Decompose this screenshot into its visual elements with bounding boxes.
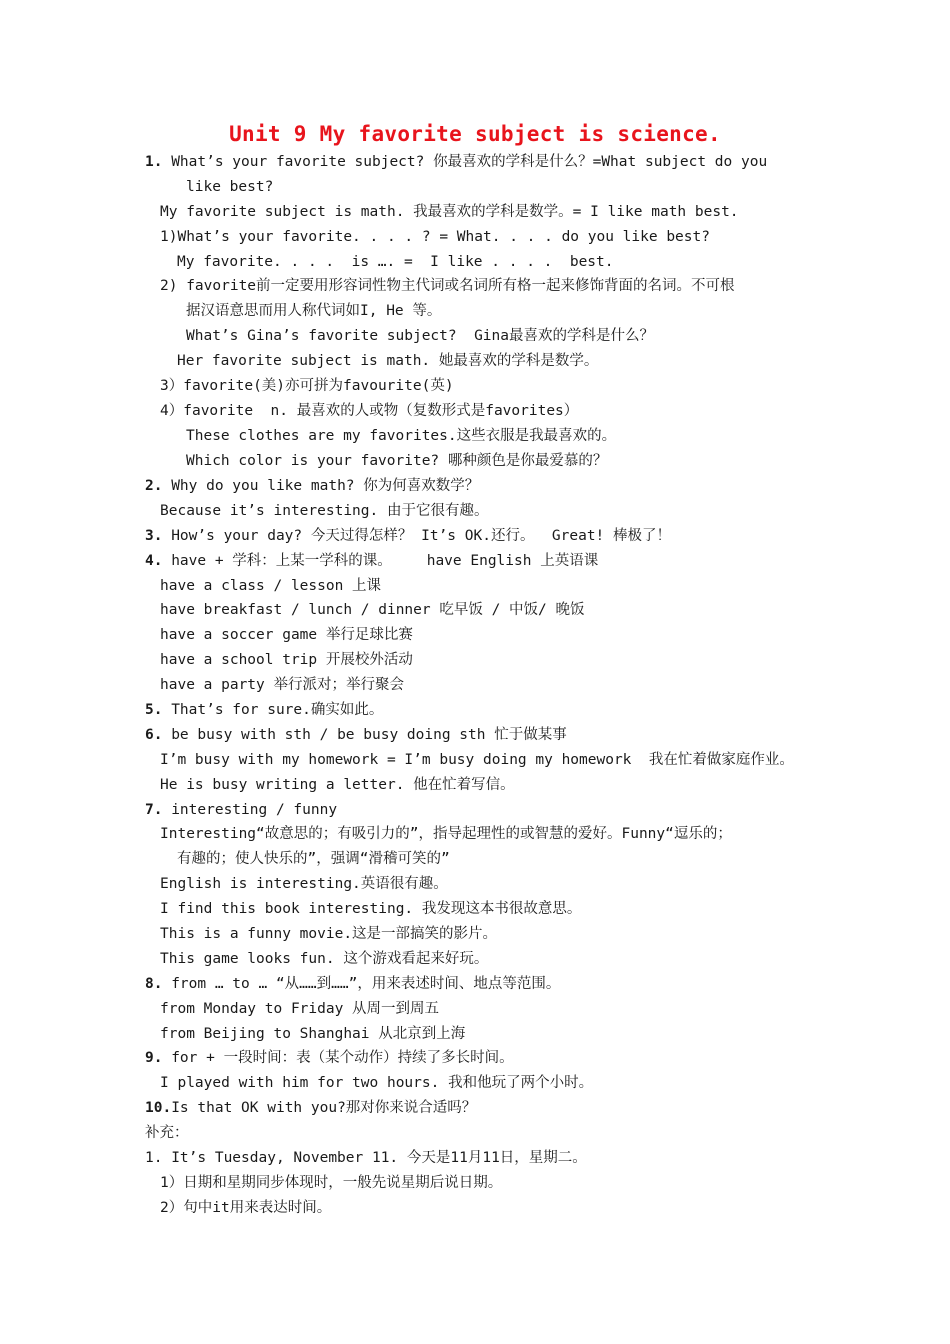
note-line: These clothes are my favorites.这些衣服是我最喜欢的。: [186, 428, 617, 444]
note-line: This is a funny movie.这是一部搞笑的影片。: [160, 926, 498, 942]
note-line: 7. interesting / funny: [145, 802, 338, 818]
note-line: 4. have + 学科：上某一学科的课。 have English 上英语课: [145, 553, 599, 569]
note-line: 8. from … to … “从……到……”，用来表述时间、地点等范围。: [145, 976, 561, 992]
note-line: 1. It’s Tuesday, November 11. 今天是11月11日，星期二。: [145, 1150, 587, 1166]
item-number: 1.: [145, 154, 163, 170]
note-line: 3）favorite(美)亦可拼为favourite(英): [160, 378, 454, 394]
item-number: 4.: [145, 553, 163, 569]
note-line: 6. be busy with sth / be busy doing sth 忙于做某事: [145, 727, 567, 743]
note-line: My favorite subject is math. 我最喜欢的学科是数学。= I like math best.: [160, 204, 739, 220]
item-number: 8.: [145, 976, 163, 992]
note-line: English is interesting.英语很有趣。: [160, 876, 448, 892]
note-line: 2. Why do you like math? 你为何喜欢数学？: [145, 478, 480, 494]
note-line: I played with him for two hours. 我和他玩了两个小时。: [160, 1075, 594, 1091]
item-number: 6.: [145, 727, 163, 743]
item-number: 7.: [145, 802, 163, 818]
note-line: What’s Gina’s favorite subject? Gina最喜欢的学科是什么？: [186, 328, 654, 344]
note-line: This game looks fun. 这个游戏看起来好玩。: [160, 951, 489, 967]
note-line: have a party 举行派对；举行聚会: [160, 677, 404, 693]
note-line: from Monday to Friday 从周一到周五: [160, 1001, 440, 1017]
item-number: 9.: [145, 1050, 163, 1066]
note-line: My favorite. . . . is …. = I like . . . . best.: [177, 254, 614, 270]
note-line: Her favorite subject is math. 她最喜欢的学科是数学。: [177, 353, 599, 369]
note-line: He is busy writing a letter. 他在忙着写信。: [160, 777, 515, 793]
item-number: 5.: [145, 702, 163, 718]
note-line: 据汉语意思而用人称代词如I, He 等。: [186, 303, 442, 319]
note-line: Which color is your favorite? 哪种颜色是你最爱慕的？: [186, 453, 608, 469]
note-line: from Beijing to Shanghai 从北京到上海: [160, 1026, 466, 1042]
note-line: 4）favorite n. 最喜欢的人或物（复数形式是favorites）: [160, 403, 579, 419]
item-number: 3.: [145, 528, 163, 544]
note-line: have breakfast / lunch / dinner 吃早饭 / 中饭/ 晚饭: [160, 602, 585, 618]
item-number: 2.: [145, 478, 163, 494]
note-line: Interesting“故意思的；有吸引力的”，指导起理性的或智慧的爱好。Funny“逗乐的；: [160, 826, 732, 842]
note-line: like best?: [186, 179, 274, 195]
note-line: I’m busy with my homework = I’m busy doing my homework 我在忙着做家庭作业。: [160, 752, 794, 768]
note-line: 3. How’s your day? 今天过得怎样？ It’s OK.还行。 Great! 棒极了！: [145, 528, 672, 544]
note-line: 5. That’s for sure.确实如此。: [145, 702, 384, 718]
note-line: 有趣的；使人快乐的”，强调“滑稽可笑的”: [177, 851, 450, 867]
note-line: 10.Is that OK with you?那对你来说合适吗？: [145, 1100, 477, 1116]
note-line: 2) favorite前一定要用形容词性物主代词或名词所有格一起来修饰背面的名词。不可根: [160, 278, 735, 294]
note-line: have a class / lesson 上课: [160, 578, 382, 594]
note-line: Because it’s interesting. 由于它很有趣。: [160, 503, 489, 519]
item-number: 10.: [145, 1100, 172, 1116]
note-line: 1)What’s your favorite. . . . ? = What. . . . do you like best?: [160, 229, 710, 245]
unit-title: Unit 9 My favorite subject is science.: [229, 122, 721, 146]
note-line: 9. for + 一段时间：表（某个动作）持续了多长时间。: [145, 1050, 514, 1066]
note-line: 1）日期和星期同步体现时，一般先说星期后说日期。: [160, 1175, 503, 1191]
note-line: 补充：: [145, 1125, 189, 1141]
note-line: 2）句中it用来表达时间。: [160, 1200, 332, 1216]
note-line: have a school trip 开展校外活动: [160, 652, 413, 668]
note-line: have a soccer game 举行足球比赛: [160, 627, 413, 643]
note-line: 1. What’s your favorite subject? 你最喜欢的学科是什么？=What subject do you: [145, 154, 768, 170]
note-line: I find this book interesting. 我发现这本书很故意思。: [160, 901, 582, 917]
